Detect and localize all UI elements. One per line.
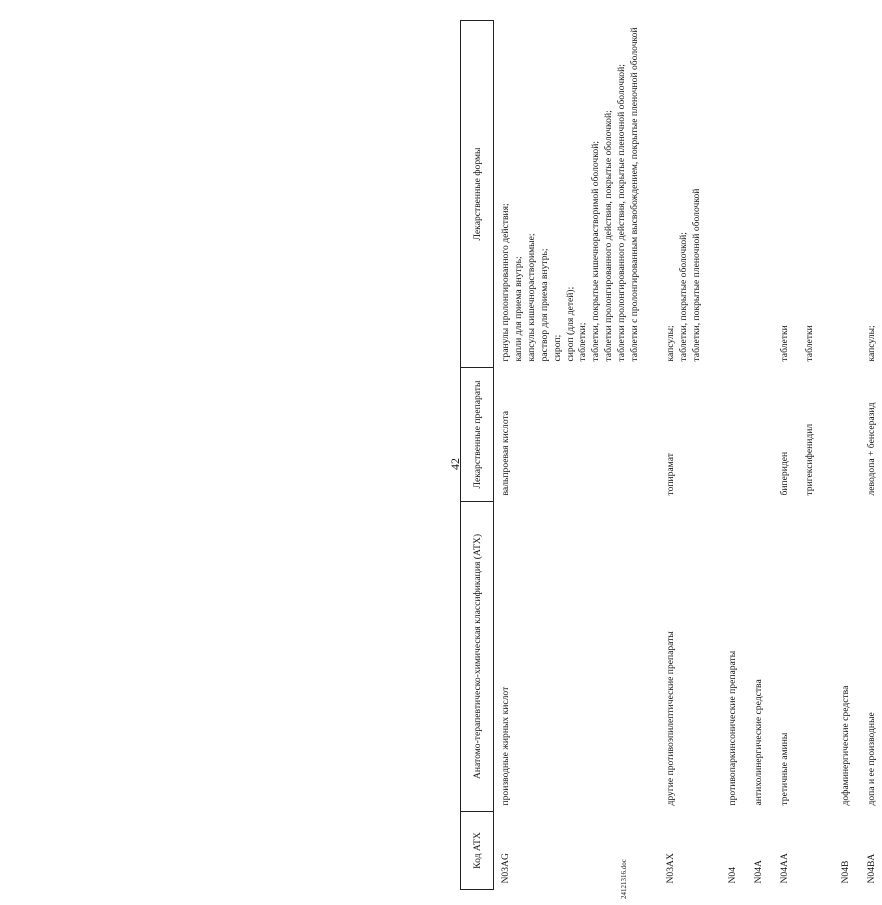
dosage-form: таблетки <box>804 325 816 362</box>
forms-cell <box>645 21 707 368</box>
page-number: 42 <box>448 458 462 470</box>
footer-filename: 24121316.doc <box>620 859 628 899</box>
dosage-form: таблетки пролонгированного действия, покрытые пленочной оболочкой; <box>616 64 628 362</box>
forms-cell <box>820 21 856 368</box>
classification-cell: другие противоэпилептические препараты <box>664 631 676 806</box>
classification-cell: допа и ее производные <box>866 712 878 806</box>
drug-cell: вальпроевая кислота <box>500 410 511 496</box>
drug-cell: тригексифенидил <box>804 423 816 496</box>
dosage-form: капсулы; <box>664 325 676 362</box>
table-row <box>707 21 743 890</box>
forms-cell <box>769 21 795 368</box>
drug-cell <box>743 368 769 502</box>
dosage-form: сироп; <box>551 334 563 362</box>
dosage-form: таблетки <box>778 325 790 362</box>
forms-cell <box>494 21 645 368</box>
drug-cell: леводопа + бенсеразид <box>866 402 878 496</box>
header-classification: Анатомо-терапевтическо-химическая классификация (АТХ) <box>461 502 494 812</box>
forms-cell <box>743 21 769 368</box>
table-body <box>494 21 882 890</box>
table-header-row <box>461 21 494 890</box>
code-cell: N04BA <box>866 853 878 884</box>
code-cell: N04B <box>840 860 852 884</box>
drug-cell: бипериден <box>778 451 790 496</box>
table-row <box>794 21 820 890</box>
forms-cell <box>856 21 882 368</box>
code-cell <box>794 812 820 890</box>
classification-cell: антихолинергические средства <box>752 679 764 806</box>
code-cell: N03AX <box>664 853 676 884</box>
dosage-form: гранулы пролонгированного действия; <box>500 203 511 362</box>
forms-cell <box>794 21 820 368</box>
dosage-form: таблетки с пролонгированным высвобождением, покрытые пленочной оболочкой <box>629 27 641 362</box>
dosage-form: таблетки, покрытые кишечнорастворимой оболочкой; <box>590 140 602 362</box>
drug-cell <box>820 368 856 502</box>
table-row <box>856 21 882 890</box>
classification-cell: дофаминергические средства <box>840 685 852 806</box>
drug-cell <box>707 368 743 502</box>
dosage-form: таблетки; <box>577 322 589 362</box>
forms-cell <box>707 21 743 368</box>
dosage-form: капсулы кишечнорастворимые; <box>525 233 537 362</box>
table-row <box>820 21 856 890</box>
drug-cell: топирамат <box>664 453 676 496</box>
dosage-form: капли для приема внутрь; <box>512 256 524 362</box>
header-drugs: Лекарственные препараты <box>461 368 494 502</box>
table-row <box>494 21 645 890</box>
table-row <box>769 21 795 890</box>
code-cell: N04A <box>752 860 764 884</box>
code-cell: N03AG <box>500 853 511 884</box>
classification-cell: противопаркинсонические препараты <box>726 650 738 806</box>
table-row <box>743 21 769 890</box>
dosage-form: таблетки пролонгированного действия, покрытые оболочкой; <box>603 110 615 362</box>
classification-cell: производные жирных кислот <box>500 686 511 806</box>
code-cell: N04 <box>726 866 738 884</box>
atx-table <box>460 20 882 890</box>
classification-cell: третичные амины <box>778 732 790 806</box>
code-cell: N04AA <box>778 853 790 884</box>
header-forms: Лекарственные формы <box>461 21 494 368</box>
table-row <box>645 21 707 890</box>
dosage-form: таблетки, покрытые пленочной оболочкой <box>690 188 702 362</box>
dosage-form: таблетки, покрытые оболочкой; <box>677 232 689 362</box>
dosage-form: сироп (для детей); <box>564 286 576 362</box>
classification-cell <box>794 502 820 812</box>
dosage-form: раствор для приема внутрь; <box>538 248 550 362</box>
dosage-form: капсулы; <box>866 325 878 362</box>
header-code: Код АТХ <box>461 812 494 890</box>
